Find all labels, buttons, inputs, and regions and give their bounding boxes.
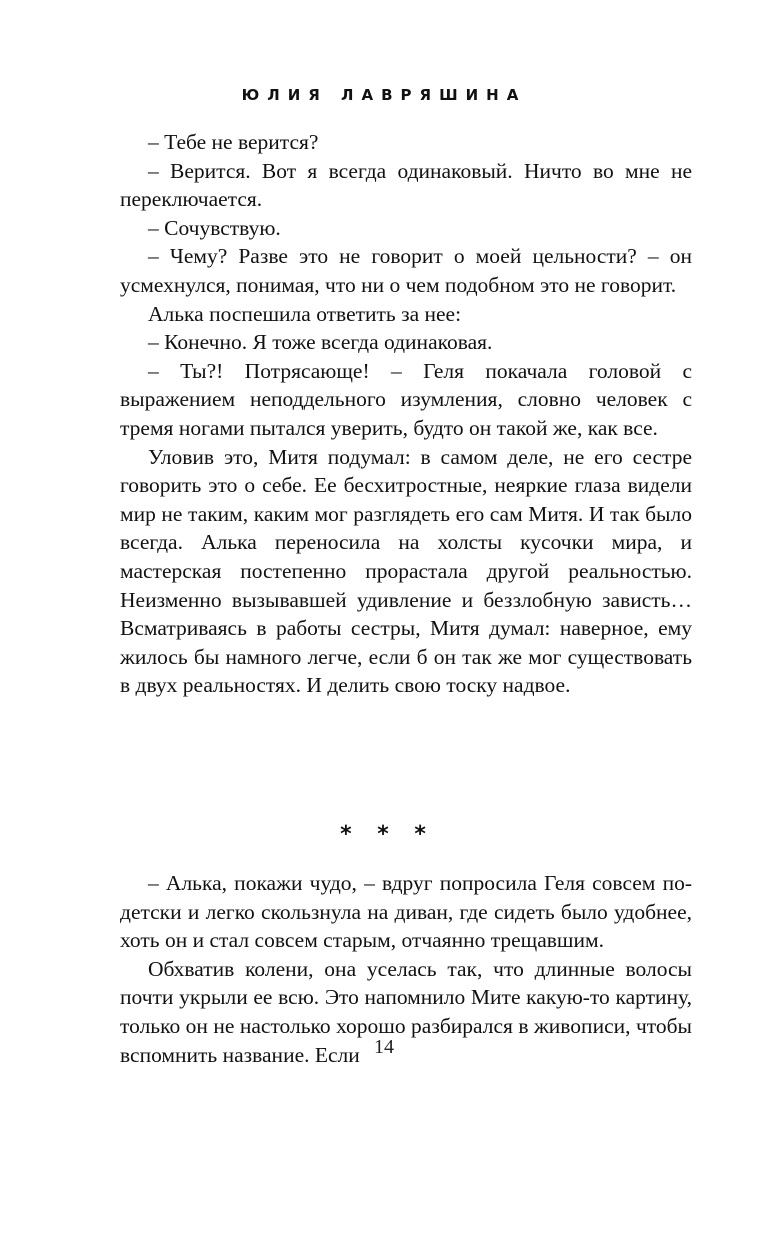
paragraph: – Чему? Разве это не говорит о моей цельности? – он усмехнулся, понимая, что ни о чем подобном это не говорит. (120, 244, 692, 297)
paragraph: – Тебе не верится? (148, 130, 319, 154)
paragraph: – Конечно. Я тоже всегда одинаковая. (148, 330, 493, 355)
paragraph: Обхватив колени, она уселась так, что длинные волосы почти укрыли ее всю. Это напомнило Мите какую-то картину, только он не настолько хорошо разбирался в живописи, чтобы вспомнить название. Если (120, 956, 692, 1067)
section-separator: * * * (340, 822, 428, 847)
paragraph: – Алька, покажи чудо, – вдруг попросила Геля совсем по-детски и легко скользнула на диван, где сидеть было удобнее, хоть он и стал совсем старым, отчаянно трещавшим. (120, 871, 692, 953)
paragraph: – Ты?! Потрясающе! – Геля покачала головой с выражением неподдельного изумления, словно человек с тремя ногами пытался уверить, будто он такой же, как все. (120, 358, 692, 440)
paragraph: – Верится. Вот я всегда одинаковый. Ничто во мне не переключается. (120, 158, 692, 212)
paragraph: – Сочувствую. (148, 215, 281, 240)
paragraph: Уловив это, Митя подумал: в самом деле, не его сестре говорить это о себе. Ее бесхитростные, неяркие глаза видели мир не таким, каким мог разглядеть его сам Митя. И так было всегда. Алька переносила на холсты кусочки мира, и мастерская постепенно прорастала другой реальностью. Неизменно вызывавшей удивление и беззлобную зависть… Всматриваясь в работы сестры, Митя думал: наверное, ему жилось бы намного легче, если б он так же мог существовать в двух реальностях. И делить свою тоску надвое. (120, 444, 692, 698)
running-head-author: ЮЛИЯ ЛАВРЯШИНА (241, 86, 527, 104)
page-number: 14 (374, 1036, 394, 1058)
paragraph: Алька поспешила ответить за нее: (148, 301, 462, 326)
text-section-1 (120, 128, 692, 700)
